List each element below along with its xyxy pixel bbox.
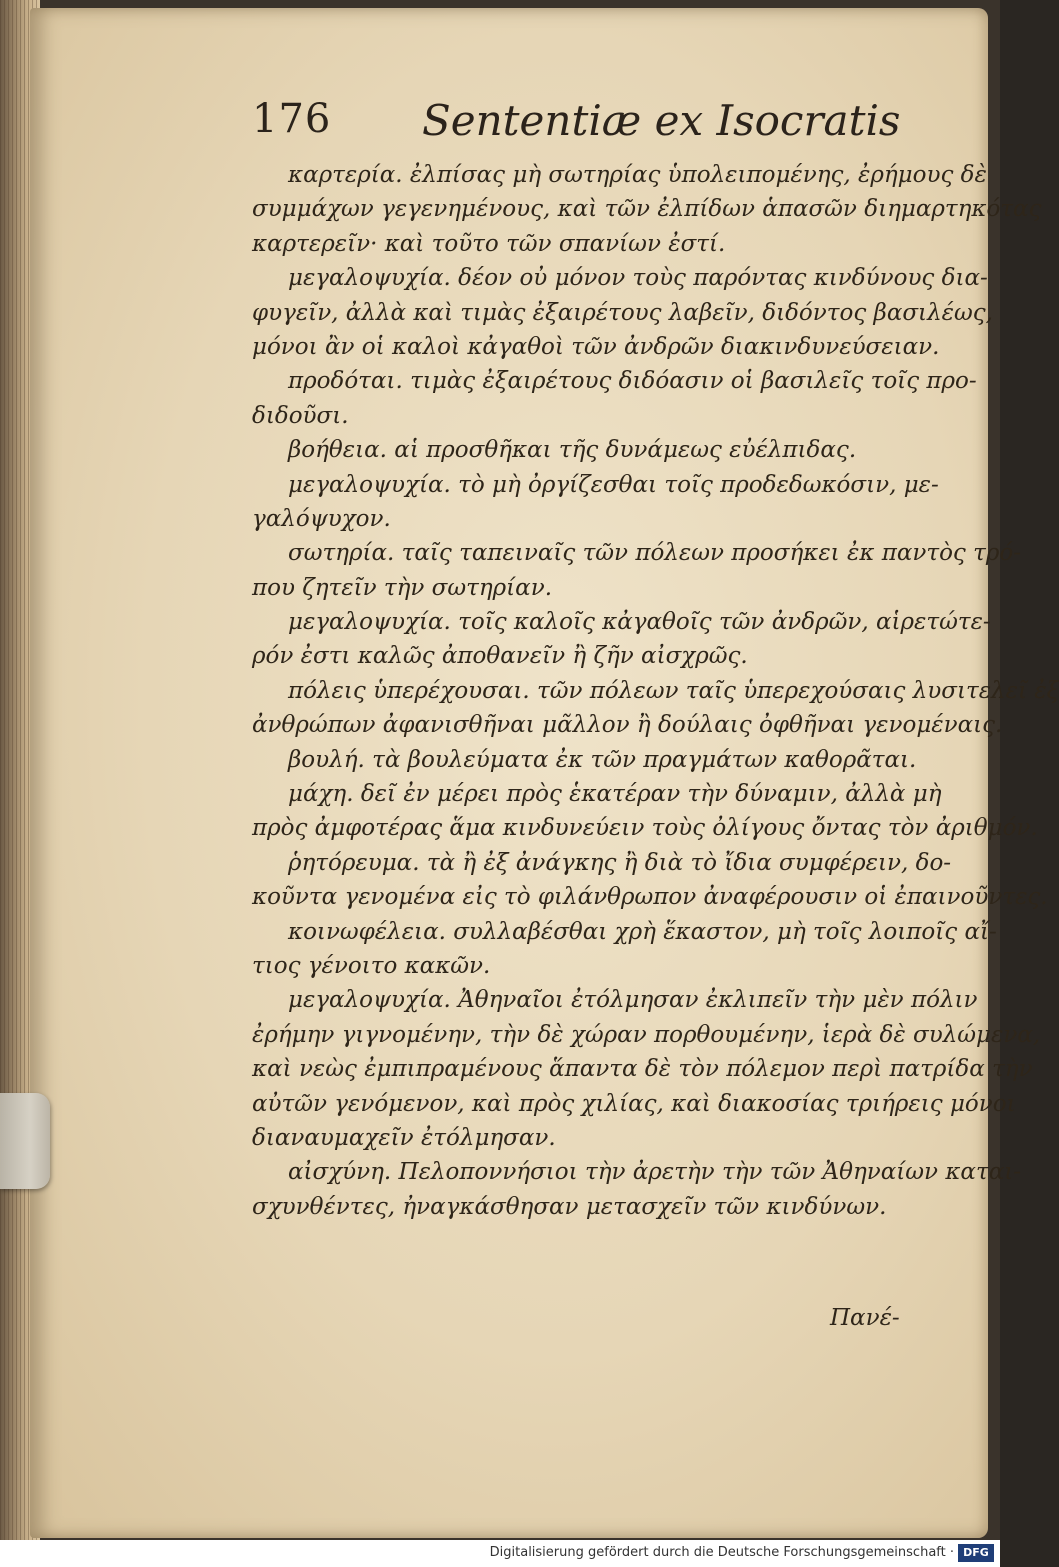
text-line: μεγαλοψυχία. τοῖς καλοῖς κἀγαθοῖς τῶν ἀνδρῶν, αἱρετώτε- — [288, 609, 991, 636]
text-line: διαναυμαχεῖν ἐτόλμησαν. — [252, 1124, 556, 1151]
text-line: αἰσχύνη. Πελοποννήσιοι τὴν ἀρετὴν τὴν τῶν Ἀθηναίων καται- — [288, 1159, 1022, 1186]
footer-bar — [0, 1540, 1000, 1567]
bookmark-tab — [0, 1093, 50, 1189]
text-line: μάχη. δεῖ ἐν μέρει πρὸς ἑκατέραν τὴν δύναμιν, ἀλλὰ μὴ — [288, 781, 942, 808]
text-line: μόνοι ἂν οἱ καλοὶ κἀγαθοὶ τῶν ἀνδρῶν διακινδυνεύσειαν. — [252, 333, 940, 360]
catchword: Πανέ- — [830, 1305, 900, 1331]
text-line: πρὸς ἀμφοτέρας ἅμα κινδυνεύειν τοὺς ὀλίγους ὄντας τὸν ἀριθμόν. — [252, 815, 1038, 842]
text-line: προδόται. τιμὰς ἐξαιρέτους διδόασιν οἱ βασιλεῖς τοῖς προ- — [288, 368, 977, 395]
text-line: μεγαλοψυχία. δέον οὐ μόνον τοὺς παρόντας κινδύνους δια- — [288, 265, 988, 292]
text-line: καρτερεῖν· καὶ τοῦτο τῶν σπανίων ἐστί. — [252, 230, 726, 257]
text-line: πόλεις ὑπερέχουσαι. τῶν πόλεων ταῖς ὑπερεχούσαις λυσιτελεῖ ἐξ — [288, 677, 1059, 704]
text-line: καρτερία. ἐλπίσας μὴ σωτηρίας ὑπολειπομένης, ἐρήμους δὲ — [288, 162, 987, 188]
text-line: μεγαλοψυχία. τὸ μὴ ὀργίζεσθαι τοῖς προδεδωκόσιν, με- — [288, 471, 939, 498]
page-header — [252, 96, 901, 156]
digitization-credit: Digitalisierung gefördert durch die Deutsche Forschungsgemeinschaft · — [489, 1545, 954, 1560]
text-line: γαλόψυχον. — [252, 505, 391, 532]
text-line: σωτηρία. ταῖς ταπειναῖς τῶν πόλεων προσήκει ἐκ παντὸς τρό- — [288, 540, 1021, 567]
body-text — [252, 158, 1059, 1224]
text-line: αὐτῶν γενόμενον, καὶ πρὸς χιλίας, καὶ διακοσίας τριήρεις μόνοι — [252, 1090, 1016, 1117]
text-line: ἐρήμην γιγνομένην, τὴν δὲ χώραν πορθουμένην, ἱερὰ δὲ συλώμενα, — [252, 1021, 1041, 1048]
text-line: κοινωφέλεια. συλλαβέσθαι χρὴ ἕκαστον, μὴ τοῖς λοιποῖς αἴ- — [288, 918, 997, 945]
text-line: ἀνθρώπων ἀφανισθῆναι μᾶλλον ἢ δούλαις ὀφθῆναι γενομέναις. — [252, 712, 1003, 739]
text-line: ρόν ἐστι καλῶς ἀποθανεῖν ἢ ζῆν αἰσχρῶς. — [252, 643, 748, 670]
text-line: διδοῦσι. — [252, 402, 349, 429]
text-line: κοῦντα γενομένα εἰς τὸ φιλάνθρωπον ἀναφέρουσιν οἱ ἐπαινοῦντες. — [252, 884, 1048, 911]
text-line: βουλή. τὰ βουλεύματα ἐκ τῶν πραγμάτων καθορᾶται. — [288, 746, 917, 773]
text-line: μεγαλοψυχία. Ἀθηναῖοι ἐτόλμησαν ἐκλιπεῖν τὴν μὲν πόλιν — [288, 987, 978, 1014]
text-line: συμμάχων γεγενημένους, καὶ τῶν ἐλπίδων ἁπασῶν διημαρτηκότας — [252, 196, 1042, 223]
text-line: σχυνθέντες, ἠναγκάσθησαν μετασχεῖν τῶν κινδύνων. — [252, 1193, 887, 1220]
text-line: ῥητόρευμα. τὰ ἢ ἐξ ἀνάγκης ἢ διὰ τὸ ἴδια συμφέρειν, δο- — [288, 849, 952, 876]
page-number: 176 — [252, 96, 332, 142]
text-line: φυγεῖν, ἀλλὰ καὶ τιμὰς ἐξαιρέτους λαβεῖν, διδόντος βασιλέως, — [252, 299, 993, 326]
text-line: τιος γένοιτο κακῶν. — [252, 952, 491, 979]
dfg-logo: DFG — [958, 1544, 994, 1562]
text-line: βοήθεια. αἱ προσθῆκαι τῆς δυνάμεως εὐέλπιδας. — [288, 437, 857, 464]
text-line: καὶ νεὼς ἐμπιπραμένους ἅπαντα δὲ τὸν πόλεμον περὶ πατρίδα τὴν — [252, 1056, 1033, 1083]
running-title: Sententiæ ex Isocratis — [422, 96, 901, 145]
text-line: που ζητεῖν τὴν σωτηρίαν. — [252, 574, 552, 601]
